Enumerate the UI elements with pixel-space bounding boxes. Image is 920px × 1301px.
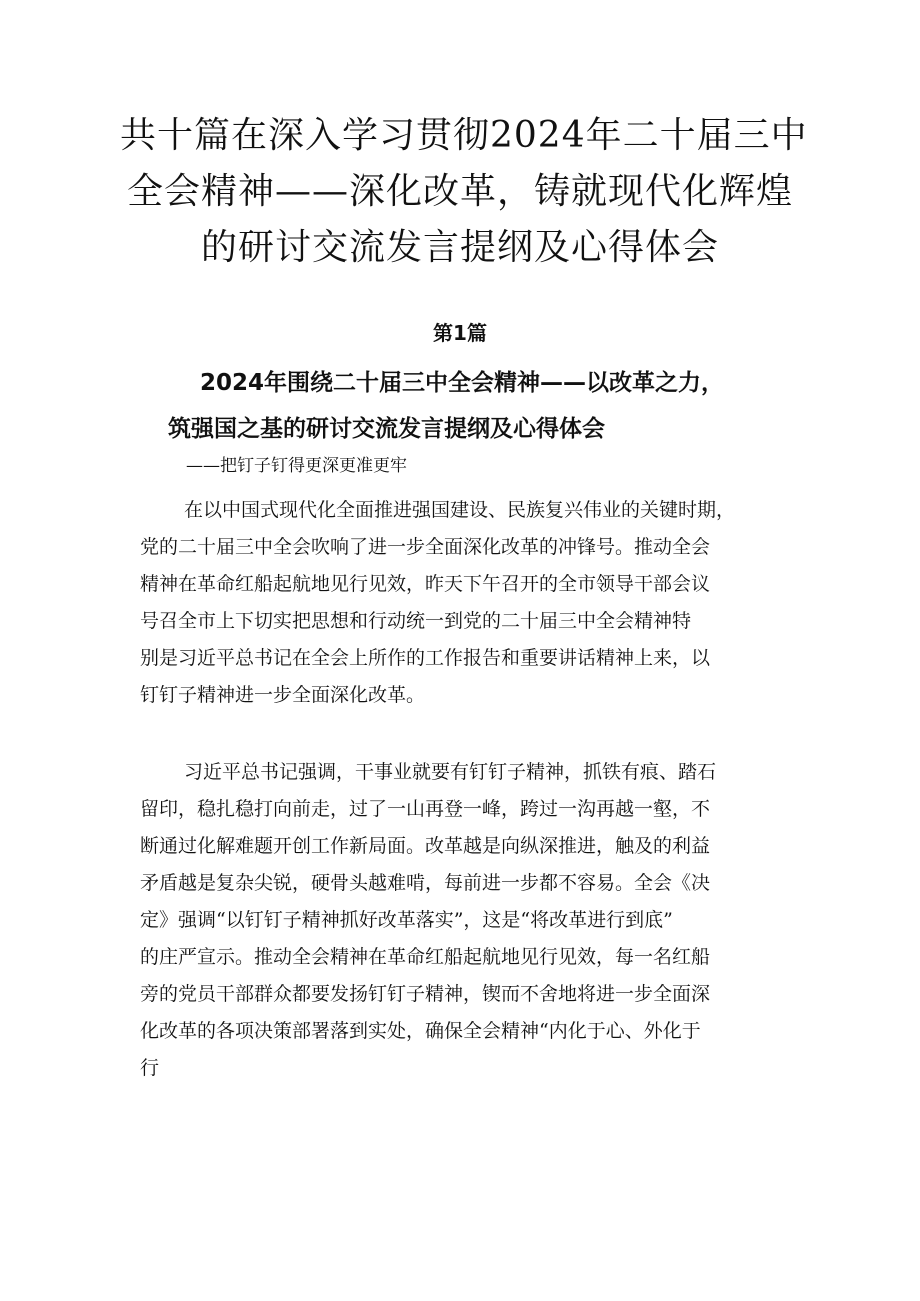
paragraph-line: 行 <box>140 1057 160 1079</box>
paragraph-line: 的庄严宣示。推动全会精神在革命红船起航地见行见效，每一名红船 <box>140 946 711 968</box>
article-title-line: 2024年围绕二十届三中全会精神——以改革之力， <box>200 370 725 396</box>
paragraph-line: 在以中国式现代化全面推进强国建设、民族复兴伟业的关键时期， <box>184 499 736 521</box>
paragraph-line: 党的二十届三中全会吹响了进一步全面深化改革的冲锋号。推动全会 <box>140 536 711 558</box>
document-title <box>120 108 808 276</box>
paragraph-line: 习近平总书记强调，干事业就要有钉钉子精神，抓铁有痕、踏石 <box>184 761 717 783</box>
document-title-line: 共十篇在深入学习贯彻2024年二十届三中 <box>120 115 808 156</box>
paragraph-line: 留印，稳扎稳打向前走，过了一山再登一峰，跨过一沟再越一壑，不 <box>140 798 711 820</box>
paragraph-line: 钉钉子精神进一步全面深化改革。 <box>140 684 426 706</box>
paragraph-line: 矛盾越是复杂尖锐，硬骨头越难啃，每前进一步都不容易。全会《决 <box>140 872 711 894</box>
paragraph-line: 化改革的各项决策部署落到实处，确保全会精神“内化于心、外化于 <box>140 1020 701 1042</box>
paragraph-line: 精神在革命红船起航地见行见效，昨天下午召开的全市领导干部会议 <box>140 573 711 595</box>
document-title-line: 的研讨交流发言提纲及心得体会 <box>200 227 719 268</box>
body-paragraph <box>140 492 790 714</box>
paragraph-line: 别是习近平总书记在全会上所作的工作报告和重要讲话精神上来，以 <box>140 647 711 669</box>
article-subtitle: ——把钉子钉得更深更准更牢 <box>186 456 407 476</box>
article-title <box>140 360 800 452</box>
section-number: 第1篇 <box>433 321 487 345</box>
paragraph-line: 号召全市上下切实把思想和行动统一到党的二十届三中全会精神特 <box>140 610 692 632</box>
paragraph-line: 旁的党员干部群众都要发扬钉钉子精神，锲而不舍地将进一步全面深 <box>140 983 711 1005</box>
body-paragraph <box>140 754 790 1087</box>
paragraph-line: 断通过化解难题开创工作新局面。改革越是向纵深推进，触及的利益 <box>140 835 711 857</box>
document-title-line: 全会精神——深化改革，铸就现代化辉煌 <box>126 171 793 212</box>
article-title-line: 筑强国之基的研讨交流发言提纲及心得体会 <box>168 416 605 442</box>
paragraph-line: 定》强调“以钉钉子精神抓好改革落实”，这是“将改革进行到底” <box>140 909 673 931</box>
